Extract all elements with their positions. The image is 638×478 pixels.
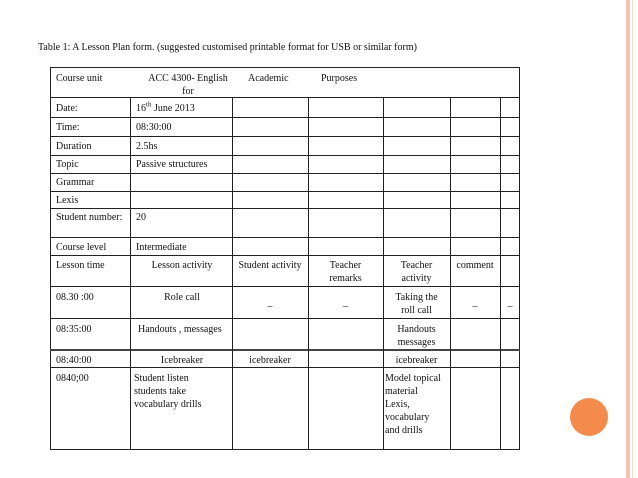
course-name-academic: Academic [248, 73, 289, 84]
row3-activity: Icebreaker [160, 355, 204, 366]
course-name-purposes: Purposes [321, 73, 358, 84]
row4-activity-2: students take [134, 386, 186, 397]
row1-time: 08.30 :00 [56, 292, 94, 303]
row4-time: 0840;00 [56, 373, 89, 384]
topic-value: Passive structures [136, 159, 208, 170]
lesson-plan-table [50, 67, 520, 450]
col-header-teacher-activity-2: activity [401, 273, 432, 284]
row1-teacher-activity-1: Taking the [395, 292, 438, 303]
student-number-value: 20 [136, 212, 146, 223]
date-month-year: June 2013 [153, 103, 195, 114]
duration-value: 2.5hs [136, 141, 158, 152]
duration-label: Duration [56, 141, 92, 152]
row1-activity: Role call [164, 292, 200, 303]
topic-label: Topic [56, 159, 79, 170]
col-header-student-activity: Student activity [238, 260, 302, 271]
course-level-label: Course level [56, 242, 107, 253]
lexis-label: Lexis [56, 195, 79, 206]
row1-extra: _ [507, 297, 513, 308]
row1-comment: _ [472, 297, 478, 308]
row4-activity-1: Student listen [134, 373, 189, 384]
row3-student-activity: icebreaker [249, 355, 291, 366]
course-name-line2: for [182, 86, 194, 97]
row4-teacher-activity-1: Model topical [385, 373, 441, 384]
time-value: 08:30:00 [136, 122, 172, 133]
row2-activity: Handouts , messages [138, 324, 222, 335]
row1-teacher-activity-2: roll call [401, 305, 432, 316]
table-caption: Table 1: A Lesson Plan form. (suggested customised printable format for USB or similar form) [38, 42, 417, 53]
course-level-value: Intermediate [136, 242, 187, 253]
row4-teacher-activity-5: and drills [385, 425, 423, 436]
date-suffix: th [146, 100, 152, 109]
col-header-teacher-remarks-1: Teacher [329, 260, 362, 271]
student-number-label: Student number: [56, 212, 123, 223]
date-day: 16 [136, 103, 146, 114]
row1-teacher-remarks: _ [343, 297, 348, 308]
row2-teacher-activity-2: messages [397, 337, 436, 348]
col-divider [130, 97, 131, 450]
date-value [136, 102, 195, 115]
date-label: Date: [56, 103, 78, 114]
grammar-label: Grammar [56, 177, 95, 188]
col-divider [500, 97, 501, 450]
col-divider [450, 97, 451, 450]
col-header-lesson-time: Lesson time [56, 260, 105, 271]
time-label: Time: [56, 122, 80, 133]
col-header-comment: comment [456, 260, 494, 271]
col-header-teacher-activity-1: Teacher [400, 260, 433, 271]
col-divider [232, 97, 233, 450]
row4-teacher-activity-2: material [385, 386, 418, 397]
decorative-circle [570, 398, 608, 436]
col-header-lesson-activity: Lesson activity [151, 260, 213, 271]
col-header-teacher-remarks-2: remarks [329, 273, 362, 284]
row4-activity-3: vocabulary drills [134, 399, 202, 410]
row4-teacher-activity-3: Lexis, [385, 399, 410, 410]
row2-time: 08:35:00 [56, 324, 92, 335]
row3-teacher-activity: icebreaker [395, 355, 438, 366]
row3-time: 08:40:00 [56, 355, 92, 366]
row4-teacher-activity-4: vocabulary [385, 412, 430, 423]
course-unit-label: Course unit [56, 73, 103, 84]
course-name-line1: ACC 4300- English [148, 73, 228, 84]
slide-border-accent-thin [632, 0, 633, 478]
row2-teacher-activity-1: Handouts [397, 324, 436, 335]
slide-border-accent [626, 0, 630, 478]
row1-student-activity: _ [267, 297, 273, 308]
